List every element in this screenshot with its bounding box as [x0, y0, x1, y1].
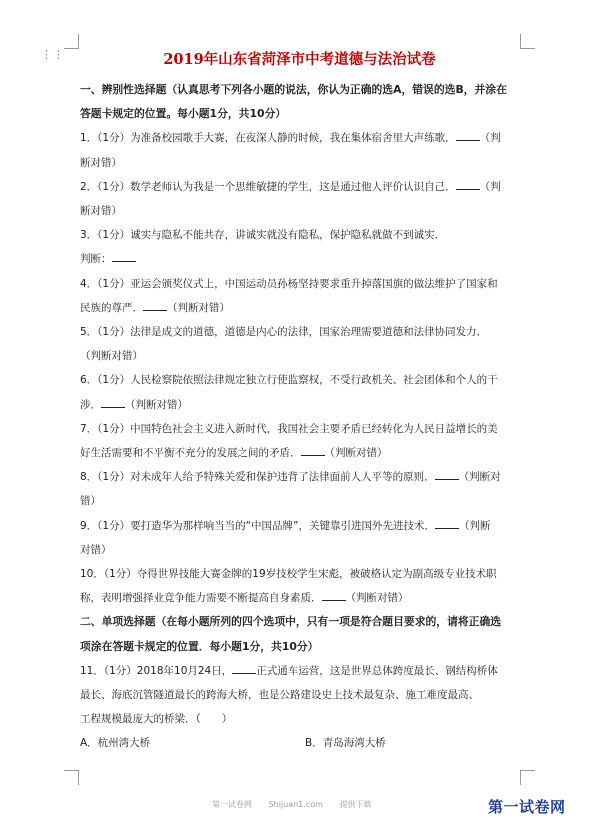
question-line: 断对错） [80, 156, 122, 169]
question-line: 涉． （判断对错） [80, 398, 188, 411]
answer-blank[interactable] [456, 130, 480, 141]
answer-blank[interactable] [456, 179, 480, 190]
page-corner-mark [64, 34, 79, 49]
site-logo: 第一试卷网 [488, 798, 566, 816]
footer-site-name: 第一试卷网 [212, 800, 252, 809]
question-line: 1．（1分）为准备校园歌手大赛，在夜深人静的时候，我在集体宿舍里大声练歌． （判 [80, 132, 501, 145]
answer-blank[interactable] [322, 590, 346, 601]
page-title: 2019年山东省菏泽市中考道德与法治试卷 [163, 51, 436, 68]
question-line: （判断对错） [80, 350, 143, 363]
question-line: 错） [80, 495, 101, 508]
footer-domain: Shijuan1.com [268, 800, 323, 809]
question-line: 4．（1分）亚运会颁奖仪式上，中国运动员孙杨坚持要求重升掉落国旗的做法维护了国家和 [80, 277, 498, 290]
page-corner-mark [64, 770, 79, 785]
question-line: 断对错） [80, 205, 122, 218]
answer-blank[interactable] [435, 518, 459, 529]
section-heading: 答题卡规定的位置。每小题1分，共10分） [80, 107, 287, 121]
drag-handle-icon[interactable]: ⋮⋮ [41, 48, 65, 61]
page-corner-mark [520, 770, 535, 785]
question-line: 9．（1分）要打造华为那样响当当的“中国品牌”，关键靠引进国外先进技术． （判断 [80, 519, 491, 532]
option-b[interactable]: B．青岛海湾大桥 [305, 737, 386, 750]
question-line: 7．（1分）中国特色社会主义进入新时代，我国社会主要矛盾已经转化为人民日益增长的美 [80, 422, 498, 435]
question-line: 8．（1分）对未成年人给予特殊关爱和保护违背了法律面前人人平等的原则． （判断对 [80, 471, 501, 484]
answer-blank[interactable] [101, 397, 125, 408]
page-corner-mark [520, 34, 535, 49]
document-body [80, 78, 530, 756]
answer-blank[interactable] [112, 251, 136, 262]
answer-options [80, 731, 530, 755]
answer-blank[interactable] [232, 663, 256, 674]
question-line: 对错） [80, 543, 112, 556]
question-line: 民族的尊严． （判断对错） [80, 301, 230, 314]
footer-provide: 提供下载 [339, 800, 372, 809]
question-line: 工程规模最庞大的桥梁．（ ） [80, 713, 233, 726]
question-line: 2．（1分）数学老师认为我是一个思维敏捷的学生，这是通过他人评价认识自己． （判 [80, 180, 501, 193]
question-line: 3．（1分）诚实与隐私不能共存，讲诚实就没有隐私，保护隐私就做不到诚实． [80, 229, 446, 242]
answer-blank[interactable] [435, 469, 459, 480]
option-a[interactable]: A．杭州湾大桥 [80, 737, 151, 750]
question-line: 好生活需要和不平衡不充分的发展之间的矛盾． （判断对错） [80, 447, 388, 460]
question-line: 5．（1分）法律是成文的道德，道德是内心的法律，国家治理需要道德和法律协同发力． [80, 326, 488, 339]
section-heading: 项涂在答题卡规定的位置．每小题1分，共10分） [80, 639, 319, 653]
question-line: 最长、海底沉管隧道最长的跨海大桥，也是公路建设史上技术最复杂、施工难度最高、 [80, 689, 479, 702]
question-line: 判断： [80, 247, 530, 271]
section-heading: 二、单项选择题（在每小题所列的四个选项中，只有一项是符合题目要求的，请将正确选 [80, 615, 502, 629]
question-line: 11．（1分）2018年10月24日， 正式通车运营，这是世界总体跨度最长、钢结构桥体 [80, 664, 498, 677]
page-footer [212, 799, 385, 810]
question-line: 称，表明增强择业竞争能力需要不断提高自身素质． （判断对错） [80, 592, 409, 605]
question-line: 6．（1分）人民检察院依照法律规定独立行使监察权，不受行政机关、社会团体和个人的干 [80, 374, 498, 387]
answer-blank[interactable] [143, 300, 167, 311]
question-line: 10．（1分）夺得世界技能大赛金牌的19岁技校学生宋彪，被破格认定为副高级专业技术职 [80, 568, 497, 581]
answer-blank[interactable] [301, 445, 325, 456]
section-heading: 一、辨别性选择题（认真思考下列各小题的说法，你认为正确的选A，错误的选B，并涂在 [80, 83, 507, 96]
